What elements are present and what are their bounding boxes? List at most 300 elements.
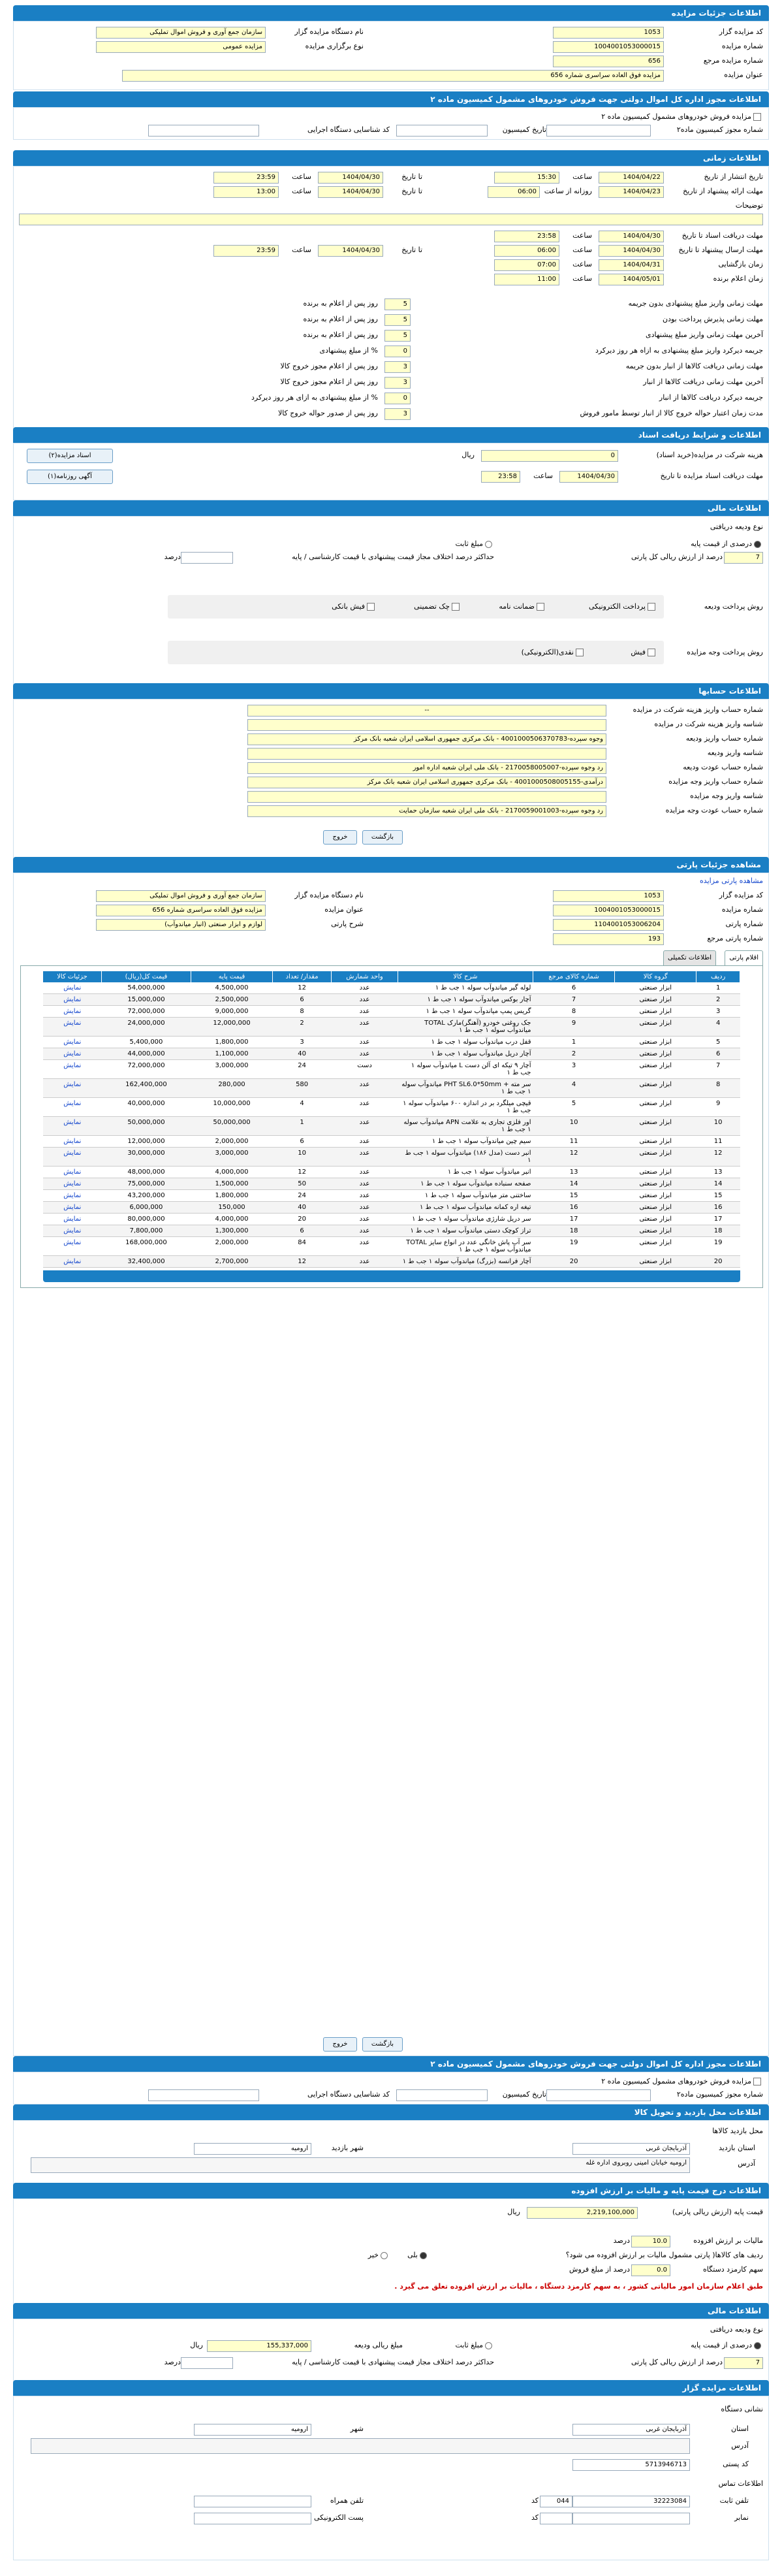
table-row [43,1214,740,1225]
address-field[interactable]: ارومیه خیابان امینی روبروی اداره غله [31,2157,690,2173]
exit-button[interactable]: خروج [323,2037,357,2052]
deposit-fixed-option[interactable]: مبلغ ثابت [456,2339,494,2352]
cell-price: 10,000,000 [191,1098,272,1117]
deadline-value[interactable]: 5 [384,314,411,326]
cell-price: 280,000 [191,1079,272,1098]
view-details-link[interactable]: نمایش [43,1098,102,1117]
table-row [43,1167,740,1178]
cell-price: 1,800,000 [191,1037,272,1048]
cell-ref: 10 [533,1117,614,1136]
cell-qty: 12 [273,1167,332,1178]
cell-n: 13 [696,1167,740,1178]
auction-details-body [13,21,769,90]
price-method-label: روش پرداخت وجه مزایده [687,648,763,656]
deadline-value[interactable]: 5 [384,298,411,310]
deposit-percent-field[interactable]: 7 [724,552,763,564]
bid-to-field[interactable]: 1404/04/30 [318,186,383,198]
cell-price: 12,000,000 [191,1018,272,1037]
desc-label: توضیحات [735,201,763,210]
doc-deadline-field[interactable]: 1404/04/30 [599,231,664,242]
province-field[interactable]: آذربایجان غربی [572,2143,690,2155]
table-row [43,1178,740,1190]
submit-from-time-field[interactable]: 06:00 [494,245,559,257]
cell-qty: 24 [273,1060,332,1079]
cell-unit: عدد [332,1136,398,1148]
cell-n: 15 [696,1190,740,1202]
permit-body [13,107,769,140]
cell-unit: عدد [332,1225,398,1237]
submit-to-time-field[interactable]: 23:59 [213,245,279,257]
cell-ref: 7 [533,994,614,1006]
cell-desc: تیغه اره کمانه میاندوآب سوله ۱ جب ط ۱ [398,1202,533,1214]
cell-group: ابزار صنعتی [615,1098,696,1117]
party-desc-label: شرح پارتی [331,920,364,928]
items-header-row [43,971,740,982]
mobile-field[interactable] [194,2496,311,2507]
permit2-body [13,2072,769,2104]
pay-method-option[interactable]: چک تضمینی [414,600,461,613]
pay-method-option[interactable]: فیش بانکی [332,600,377,613]
accounts-body [13,699,769,858]
type-label: نوع برگزاری مزایده [305,42,364,50]
docs-deadline-field[interactable]: 1404/04/30 [559,471,618,483]
deposit-percent-option[interactable]: درصدی از قیمت پایه [691,2339,763,2352]
base-price-field[interactable]: 2,219,100,000 [527,2207,638,2219]
account-value[interactable]: درآمدی-4001000508005155 - بانک مرکزی جمهوری اسلامی ایران شعبه بانک مرکز [247,777,606,788]
cell-total: 40,000,000 [102,1098,191,1117]
deadline-value[interactable]: 3 [384,408,411,420]
party-no-label: شماره پارتی [725,920,763,928]
ref-label: شماره مزایده مرجع [703,56,763,65]
cell-desc: انبر میاندوآب سوله ۱ جب ط ۱ [398,1167,533,1178]
code-label: کد [531,2513,539,2522]
submit-to-field[interactable]: 1404/04/30 [318,245,383,257]
view-details-link[interactable]: نمایش [43,1136,102,1148]
permit2-checkbox[interactable] [753,2078,761,2085]
docs-download-button[interactable]: اسناد مزایده(۲) [27,449,113,463]
view-details-link[interactable]: نمایش [43,1178,102,1190]
price-method-option[interactable]: فیش [631,646,657,659]
deadline-value[interactable]: 0 [384,346,411,357]
cell-ref: 16 [533,1202,614,1214]
cell-n: 4 [696,1018,740,1037]
vat-question: ردیف های کالاها( پارتی مشمول مالیات بر ارزش افزوده می شود؟ [565,2251,763,2259]
cell-qty: 12 [273,982,332,994]
postal-field[interactable]: 5713946713 [572,2459,690,2471]
cell-desc: قیچی میلگرد بر در اندازه ۶۰۰ میاندوآب سوله ۱ جب ط ۱ [398,1098,533,1117]
view-details-link[interactable]: نمایش [43,1117,102,1136]
email-field[interactable] [194,2513,311,2524]
cell-unit: عدد [332,1202,398,1214]
cell-total: 15,000,000 [102,994,191,1006]
deadline-row: آخرین مهلت زمانی واریز مبلغ پیشنهادی 5 روز پس از اعلام به برنده [25,329,763,342]
cell-n: 6 [696,1048,740,1060]
cell-unit: عدد [332,1190,398,1202]
share-label: سهم کارمزد دستگاه [703,2265,763,2274]
cell-unit: عدد [332,1117,398,1136]
city-field[interactable]: ارومیه [194,2424,311,2436]
permit-date-field[interactable] [396,125,488,137]
cell-ref: 12 [533,1148,614,1167]
table-row [43,1006,740,1018]
deposit-percent-field[interactable]: 7 [724,2357,763,2369]
tab-items[interactable]: اقلام پارتی [725,950,763,966]
open-date-field[interactable]: 1404/04/31 [599,259,664,271]
account-value[interactable] [247,719,606,731]
bid-to-time-field[interactable]: 13:00 [213,186,279,198]
deposit-percent-option[interactable]: درصدی از قیمت پایه [691,538,763,551]
ref-field[interactable]: 656 [553,56,664,67]
cell-unit: عدد [332,1178,398,1190]
time-label: ساعت [572,231,592,240]
party-code-field[interactable]: 1053 [553,890,664,902]
cell-desc: آچار بوکس میاندوآب سوله ۱ جب ط ۱ [398,994,533,1006]
table-row [43,1018,740,1037]
deadline-row: مهلت زمانی دریافت کالاها از انبار بدون جریمه 3 روز پس از اعلام مجوز خروج کالا [25,360,763,373]
cell-unit: عدد [332,1256,398,1268]
deadline-row: مدت زمان اعتبار حواله خروج کالا از انبار توسط مامور فروش 3 روز پس از صدور حواله خروج کالا [25,407,763,420]
vat-yes-option[interactable]: بلی [407,2249,429,2262]
open-label: زمان بازگشایی [718,260,763,268]
cell-desc: تراز کوچک دستی میاندوآب سوله ۱ جب ط ۱ [398,1225,533,1237]
cell-desc: قفل درب میاندوآب سوله ۱ جب ط ۱ [398,1037,533,1048]
docs-cost-label: هزینه شرکت در مزایده(خرید اسناد) [656,451,763,459]
account-value[interactable] [247,748,606,760]
deposit-type-label: نوع ودیعه دریافتی [710,2325,763,2334]
permit2-check-label: مزایده فروش خودروهای مشمول کمیسیون ماده ۲ [601,2077,751,2085]
province-field[interactable]: آذربایجان غربی [572,2424,690,2436]
view-details-link[interactable]: نمایش [43,1237,102,1256]
cell-unit: دست [332,1060,398,1079]
deadline-value[interactable]: 3 [384,377,411,389]
view-details-link[interactable]: نمایش [43,1167,102,1178]
deposit-amount-field[interactable]: 155,337,000 [207,2340,311,2352]
back-button[interactable]: بازگشت [362,830,403,845]
view-details-link[interactable]: نمایش [43,1225,102,1237]
view-details-link[interactable]: نمایش [43,994,102,1006]
cell-group: ابزار صنعتی [615,1048,696,1060]
cell-desc: سیم چین میاندوآب سوله ۱ جب ط ۱ [398,1136,533,1148]
subject-label: عنوان مزایده [724,71,763,79]
subject-field[interactable]: مزایده فوق العاده سراسری شماره 656 [122,70,664,82]
cell-ref: 3 [533,1060,614,1079]
winner-label: زمان اعلام برنده [713,274,763,283]
cell-price: 4,000,000 [191,1167,272,1178]
table-row [43,1256,740,1268]
cell-price: 2,500,000 [191,994,272,1006]
vat-field[interactable]: 10.0 [631,2236,670,2247]
cell-group: ابزار صنعتی [615,1006,696,1018]
view-details-link[interactable]: نمایش [43,1037,102,1048]
table-row [43,1060,740,1079]
view-details-link[interactable]: نمایش [43,1256,102,1268]
cell-unit: عدد [332,1237,398,1256]
vat-label: مالیات بر ارزش افزوده [693,2236,763,2245]
radio-icon [485,2342,492,2349]
permit2-id-field[interactable] [148,2089,259,2101]
section-title: اطلاعات حسابها [13,683,769,699]
publish-to-field[interactable]: 1404/04/30 [318,172,383,184]
cell-qty: 50 [273,1178,332,1190]
table-row [43,1237,740,1256]
view-details-link[interactable]: نمایش [43,982,102,994]
cell-n: 11 [696,1136,740,1148]
checkbox-icon [367,603,375,611]
max-diff-label: حداکثر درصد اختلاف مجاز قیمت پیشنهادی با قیمت کارشناسی / پایه [292,553,494,561]
address-field[interactable] [31,2438,690,2454]
permit2-date-field[interactable] [396,2089,488,2101]
deposit-type-label: نوع ودیعه دریافتی [710,523,763,531]
code-label: کد مزایده گزار [719,27,763,36]
cell-qty: 12 [273,1256,332,1268]
cell-total: 6,000,000 [102,1202,191,1214]
table-row [43,1190,740,1202]
cell-n: 9 [696,1098,740,1117]
code-field[interactable]: 1053 [553,27,664,39]
submit-from-field[interactable]: 1404/04/30 [599,245,664,257]
cell-n: 16 [696,1202,740,1214]
docs-cost-field[interactable]: 0 [481,450,618,462]
cell-price: 2,700,000 [191,1256,272,1268]
vat-no-option[interactable]: خیر [368,2249,390,2262]
cell-group: ابزار صنعتی [615,1202,696,1214]
bid-from-field[interactable]: 1404/04/23 [599,186,664,198]
cell-group: ابزار صنعتی [615,1037,696,1048]
view-details-link[interactable]: نمایش [43,1048,102,1060]
cell-total: 162,400,000 [102,1079,191,1098]
winner-date-field[interactable]: 1404/05/01 [599,274,664,285]
cell-ref: 2 [533,1048,614,1060]
cell-desc: اور فلزی تجاری به علامت APN میاندوآب سوله ۱ جب ط ۱ [398,1117,533,1136]
party-number-label: شماره مزایده [721,905,763,914]
items-panel [20,965,763,1288]
type-field[interactable]: مزایده عمومی [96,41,266,53]
city-field[interactable]: ارومیه [194,2143,311,2155]
fax-field[interactable] [572,2513,690,2524]
deadline-value[interactable]: 3 [384,361,411,373]
docs-section [13,427,769,500]
org-field[interactable]: سازمان جمع آوری و فروش اموال تملیکی [96,27,266,39]
account-row: شماره حساب واریز وجه مزایده درآمدی-4001000508005155 - بانک مرکزی جمهوری اسلامی ایران شعبه بانک مرکز [25,775,763,788]
cell-unit: عدد [332,1006,398,1018]
org-address-label: نشانی دستگاه [721,2405,763,2413]
address-label: آدرس [738,2159,755,2168]
party-number-field[interactable]: 1004001053000015 [553,905,664,916]
pay-method-option[interactable]: پرداخت الکترونیکی [589,600,657,613]
party-section [13,857,769,2056]
city-label: شهر بازدید [331,2144,364,2152]
province-label: استان بازدید [719,2144,755,2152]
time-label: ساعت [572,172,592,181]
deposit-amount-label: مبلغ ریالی ودیعه [354,2341,403,2349]
submit-label: مهلت ارسال پیشنهاد تا تاریخ [678,246,763,254]
pay-method-option[interactable]: ضمانت نامه [499,600,546,613]
phone-field[interactable]: 32223084 [572,2496,690,2507]
party-subject-field[interactable]: مزایده فوق العاده سراسری شماره 656 [96,905,266,916]
party-ref-label: شماره پارتی مرجع [707,934,763,942]
deposit-fixed-option[interactable]: مبلغ ثابت [456,538,494,551]
to-label: تا تاریخ [401,187,422,195]
cell-ref: 9 [533,1018,614,1037]
cell-n: 12 [696,1148,740,1167]
fax-code-field[interactable] [540,2513,572,2524]
time-label: ساعت [572,260,592,268]
location-section [13,2104,769,2184]
max-diff-field[interactable] [181,552,233,564]
cell-ref: 8 [533,1006,614,1018]
docs-body [13,443,769,500]
cell-desc: انبر دست (مدل ۱۸۶) میاندوآب سوله ۱ جب ط ۱ [398,1148,533,1167]
code-label: کد [531,2496,539,2505]
docs-deadline-label: مهلت دریافت اسناد مزایده تا تاریخ [660,472,763,480]
cell-n: 14 [696,1178,740,1190]
col-header: شماره کالای مرجع [533,971,614,982]
max-diff-field[interactable] [181,2357,233,2369]
deadline-value[interactable]: 0 [384,393,411,404]
cell-unit: عدد [332,1037,398,1048]
party-no-field[interactable]: 1104001053006204 [553,919,664,931]
account-value[interactable]: رد وجوه سپرده-2170058005007 - بانک ملی ایران شعبه اداره امور [247,762,606,774]
cell-qty: 2 [273,1018,332,1037]
party-org-field[interactable]: سازمان جمع آوری و فروش اموال تملیکی [96,890,266,902]
back-button[interactable]: بازگشت [362,2037,403,2052]
open-time-field[interactable]: 07:00 [494,259,559,271]
cell-price: 1,100,000 [191,1048,272,1060]
cell-qty: 40 [273,1048,332,1060]
cell-ref: 13 [533,1167,614,1178]
newspaper-notice-button[interactable]: آگهی روزنامه(۱) [27,470,113,484]
table-row [43,1048,740,1060]
base-unit: ریال [507,2208,520,2216]
account-row: شماره حساب واریز هزینه شرکت در مزایده -- [25,703,763,716]
to-label: تا تاریخ [401,246,422,254]
cell-total: 5,400,000 [102,1037,191,1048]
cell-desc: سر آب پاش خانگی عدد در انواع سایز TOTAL میاندوآب سوله ۱ جب ط ۱ [398,1237,533,1256]
table-row [43,1079,740,1098]
finance2-body [13,2319,769,2381]
postal-label: کد پستی [723,2460,749,2468]
permit-id-field[interactable] [148,125,259,137]
time-label: ساعت [572,246,592,254]
cell-ref: 1 [533,1037,614,1048]
publish-to-time-field[interactable]: 23:59 [213,172,279,184]
table-row [43,1037,740,1048]
cell-price: 3,000,000 [191,1148,272,1167]
permit-check-row [601,110,763,123]
section-title: اطلاعات جزئیات مزایده [13,5,769,21]
permit-num-field[interactable] [546,125,651,137]
cell-n: 1 [696,982,740,994]
pay-methods-box [168,595,664,619]
view-details-link[interactable]: نمایش [43,1148,102,1167]
number-field[interactable]: 1004001053000015 [553,41,664,53]
deposit-amount-unit: ریال [190,2341,203,2349]
cell-n: 17 [696,1214,740,1225]
account-row: شناسه واریز ودیعه [25,747,763,760]
view-details-link[interactable]: نمایش [43,1060,102,1079]
account-value[interactable] [247,791,606,803]
cell-desc: صفحه سنباده میاندوآب سوله ۱ جب ط ۱ [398,1178,533,1190]
table-row [43,1202,740,1214]
docs-cost-unit: ریال [461,451,475,459]
cell-qty: 24 [273,1190,332,1202]
city-label: شهر [350,2424,364,2433]
view-details-link[interactable]: نمایش [43,1006,102,1018]
deadline-row: مهلت زمانی پذیرش پرداخت بودن 5 روز پس از اعلام به برنده [25,313,763,326]
table-row [43,1225,740,1237]
cell-n: 20 [696,1256,740,1268]
party-subject-label: عنوان مزایده [324,905,364,914]
finance-section [13,500,769,684]
publish-from-time-field[interactable]: 15:30 [494,172,559,184]
table-row [43,1148,740,1167]
cell-total: 72,000,000 [102,1060,191,1079]
share-field[interactable]: 0.0 [631,2264,670,2276]
desc-field[interactable] [19,214,763,225]
finance2-section [13,2303,769,2381]
cell-total: 75,000,000 [102,1178,191,1190]
account-value[interactable]: رد وجوه سپرده-2170059001003 - بانک ملی ایران شعبه سازمان حمایت [247,805,606,817]
winner-time-field[interactable]: 11:00 [494,274,559,285]
cell-price: 4,500,000 [191,982,272,994]
party-body [13,873,769,2056]
permit2-id-label: کد شناسایی دستگاه اجرایی [307,2090,390,2099]
cell-group: ابزار صنعتی [615,1178,696,1190]
account-row: شماره حساب عودت وجه مزایده رد وجوه سپرده-2170059001003 - بانک ملی ایران شعبه سازمان حمایت [25,804,763,817]
party-desc-field[interactable]: لوازم و ابزار صنعتی (انبار میاندوآب) [96,919,266,931]
deadline-row: مهلت زمانی واریز مبلغ پیشنهادی بدون جریمه 5 روز پس از اعلام به برنده [25,297,763,310]
permit2-num-field[interactable] [546,2089,651,2101]
publish-from-field[interactable]: 1404/04/22 [599,172,664,184]
tab-tech-info[interactable]: اطلاعات تکمیلی [663,950,716,966]
radio-icon [754,2342,761,2349]
account-value[interactable]: وجوه سپرده-4001000506370783 - بانک مرکزی جمهوری اسلامی ایران شعبه بانک مرکز [247,733,606,745]
cell-total: 30,000,000 [102,1148,191,1167]
section-title: اطلاعات و شرایط دریافت اسناد [13,427,769,443]
email-label: پست الکترونیکی [314,2513,364,2522]
contact-info-label: اطلاعات تماس [718,2479,763,2488]
cell-desc: آچار فرانسه (بزرگ) میاندوآب سوله ۱ جب ط ۱ [398,1256,533,1268]
account-row: شناسه واریز هزینه شرکت در مزایده [25,718,763,731]
view-details-link[interactable]: نمایش [43,1214,102,1225]
view-details-link[interactable]: نمایش [43,1190,102,1202]
radio-icon [381,2252,388,2259]
items-body [43,982,740,1268]
bid-from-time-field[interactable]: 06:00 [488,186,540,198]
account-value[interactable]: -- [247,705,606,716]
cell-desc: آچار ۹ تیکه ای آلن دست L میاندوآب سوله ۱ جب ط ۱ [398,1060,533,1079]
view-details-link[interactable]: نمایش [43,1079,102,1098]
timing-body [13,166,769,428]
party-ref-field[interactable]: 193 [553,933,664,945]
cell-unit: عدد [332,982,398,994]
price-method-option[interactable]: نقدی(الکترونیکی) [522,646,586,659]
daily-label: روزانه از ساعت [544,187,592,195]
exit-button[interactable]: خروج [323,830,357,845]
view-details-link[interactable]: نمایش [43,1018,102,1037]
phone-code-field[interactable]: 044 [540,2496,572,2507]
deadline-value[interactable]: 5 [384,330,411,342]
view-details-link[interactable]: نمایش [43,1202,102,1214]
docs-deadline-time-field[interactable]: 23:58 [481,471,520,483]
pay-method-label: روش پرداخت ودیعه [704,602,763,611]
cell-ref: 17 [533,1214,614,1225]
cell-price: 3,000,000 [191,1060,272,1079]
cell-total: 72,000,000 [102,1006,191,1018]
cell-price: 1,800,000 [191,1190,272,1202]
doc-deadline-time-field[interactable]: 23:58 [494,231,559,242]
permit-checkbox[interactable] [753,113,761,121]
